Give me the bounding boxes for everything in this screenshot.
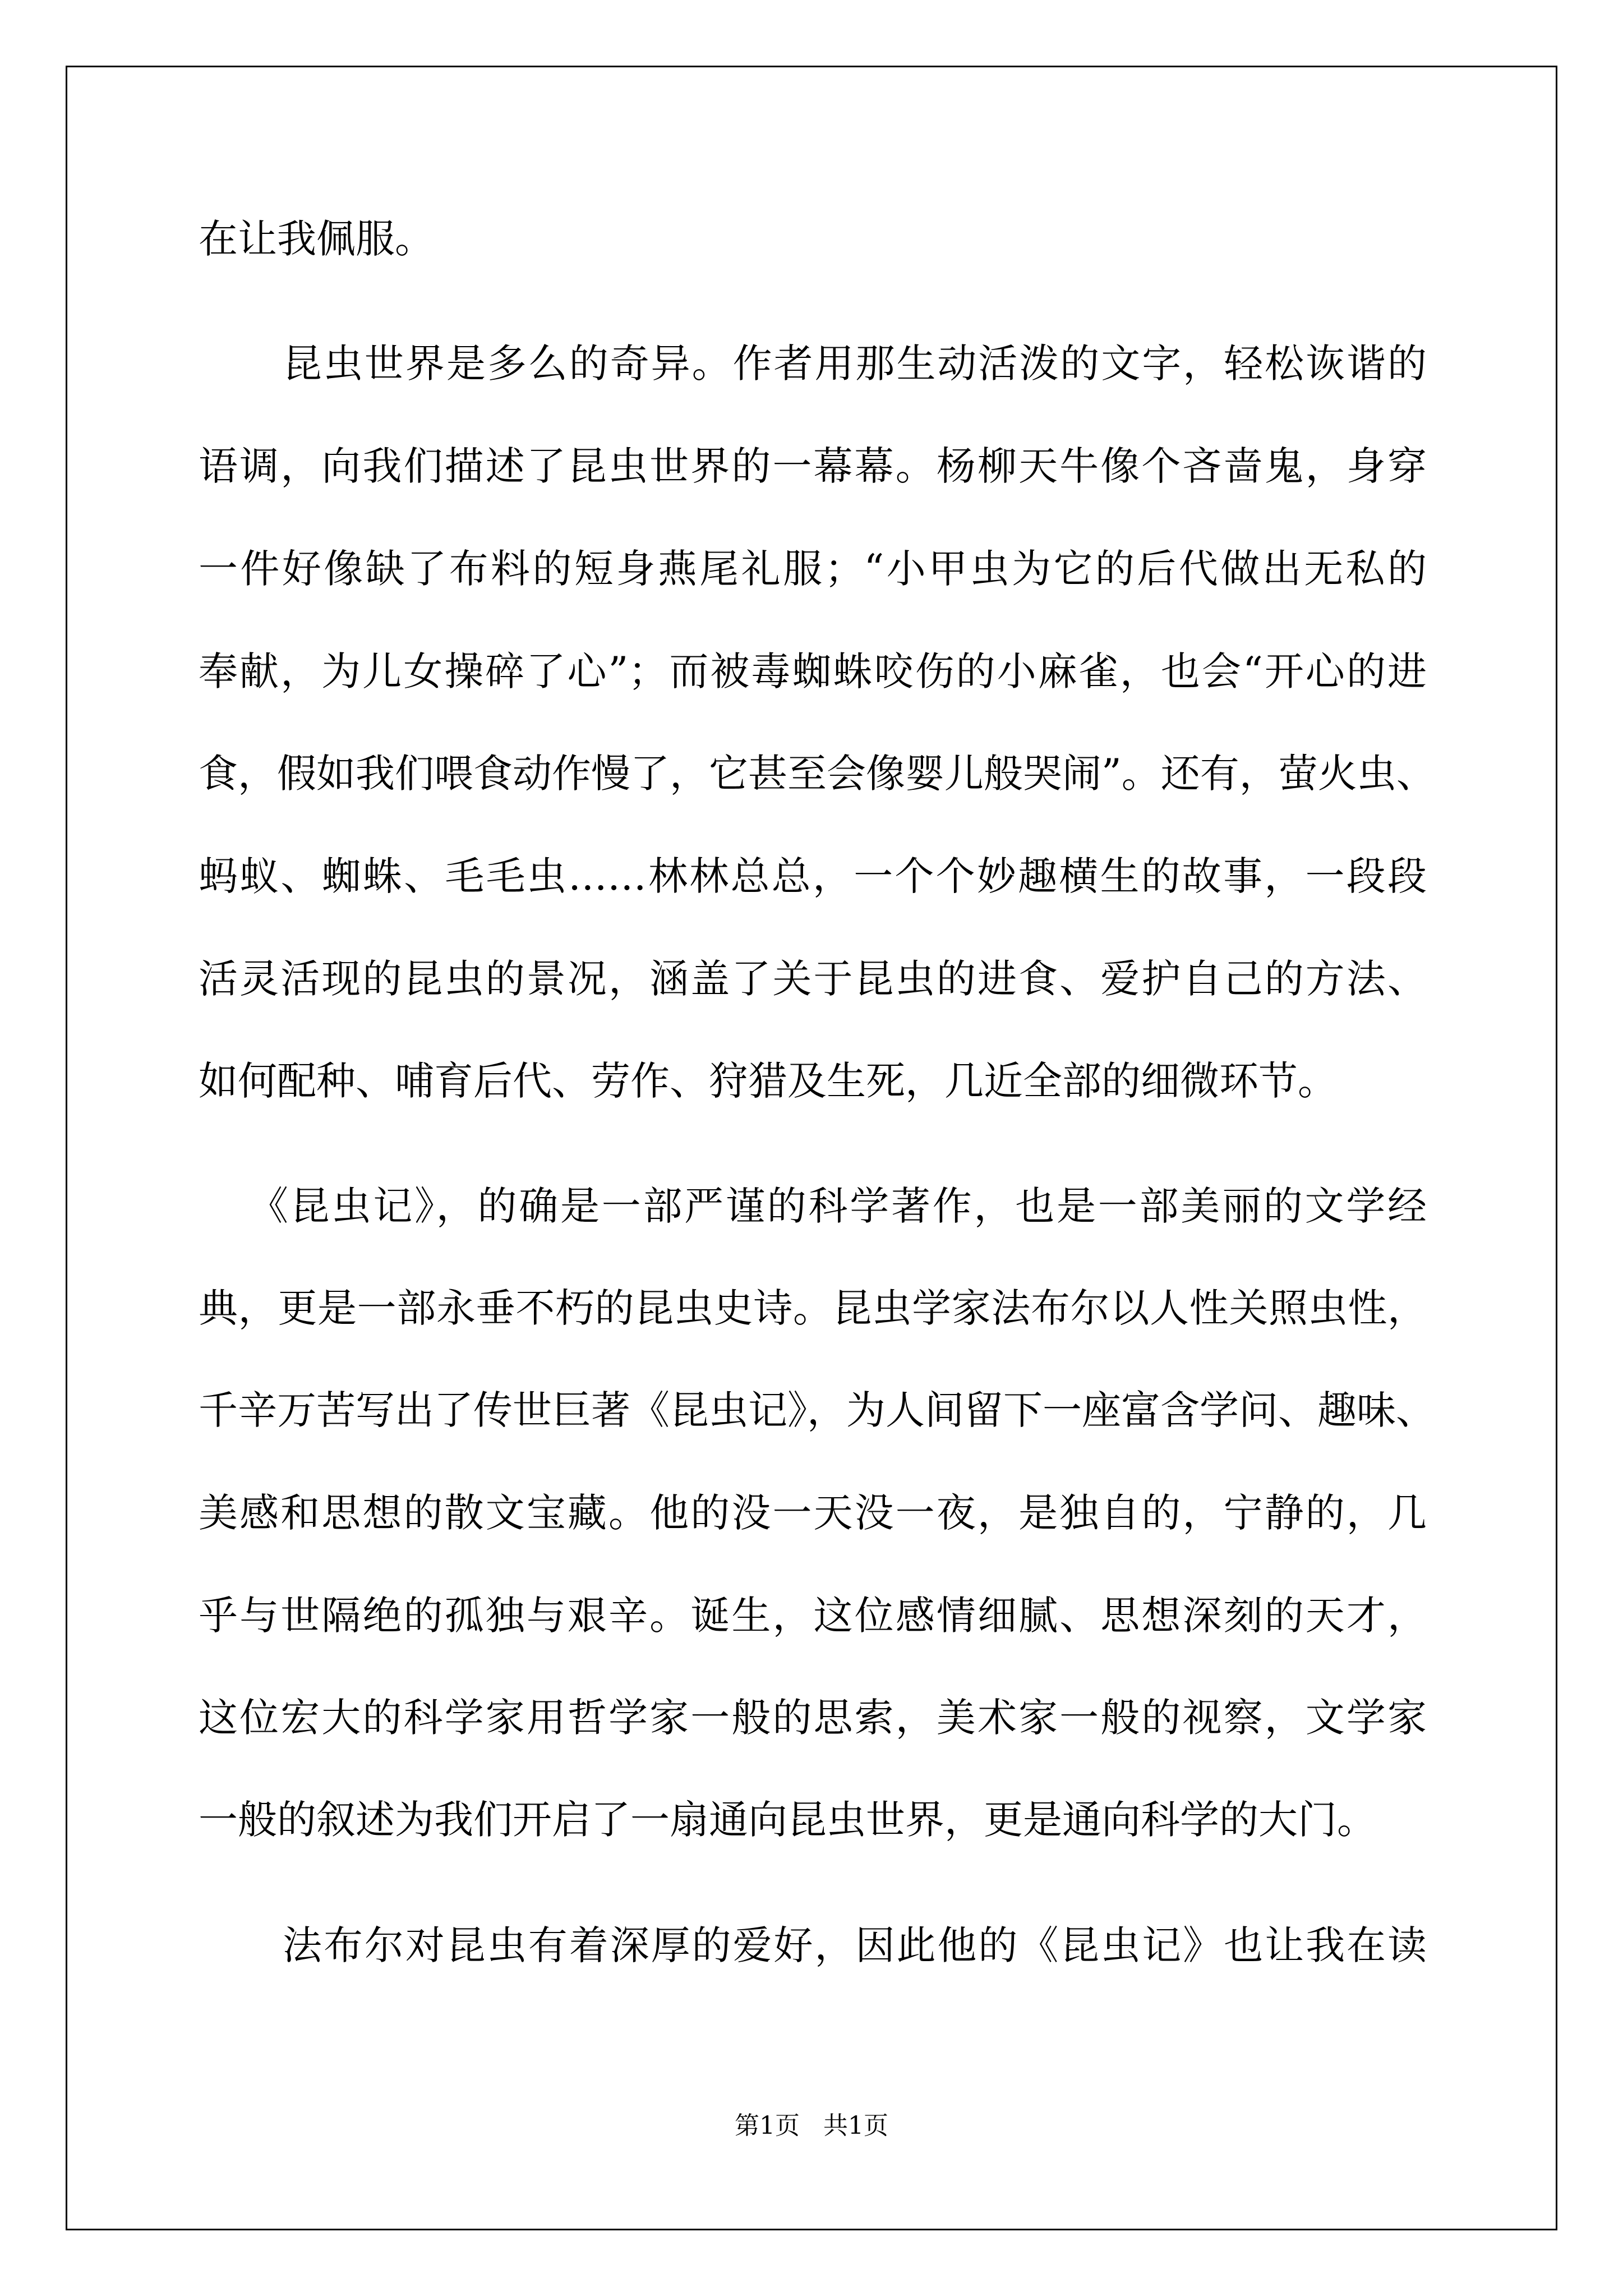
text-line: 法布尔对昆虫有着深厚的爱好，因此他的《昆虫记》也让我在读	[283, 1922, 1427, 1968]
text-line: 一般的叙述为我们开启了一扇通向昆虫世界，更是通向科学的大门。	[199, 1797, 1376, 1843]
text-line: 美感和思想的散文宝藏。他的没一天没一夜，是独自的，宁静的，几	[199, 1490, 1427, 1536]
text-line: 语调，向我们描述了昆虫世界的一幕幕。杨柳天牛像个吝啬鬼，身穿	[199, 443, 1427, 489]
text-line: 典，更是一部永垂不朽的昆虫史诗。昆虫学家法布尔以人性关照虫性，	[199, 1285, 1427, 1331]
text-line: 这位宏大的科学家用哲学家一般的思索，美术家一般的视察，文学家	[199, 1695, 1427, 1741]
text-line: 乎与世隔绝的孤独与艰辛。诞生，这位感情细腻、思想深刻的天才，	[199, 1593, 1427, 1639]
text-line: 活灵活现的昆虫的景况，涵盖了关于昆虫的进食、爱护自己的方法、	[199, 956, 1427, 1002]
text-line: 千辛万苦写出了传世巨著《昆虫记》，为人间留下一座富含学问、趣味、	[199, 1387, 1435, 1433]
page-footer: 第1页 共1页	[735, 2111, 888, 2140]
text-line: 《昆虫记》，的确是一部严谨的科学著作，也是一部美丽的文学经	[249, 1183, 1427, 1229]
text-line: 如何配种、哺育后代、劳作、狩猎及生死，几近全部的细微环节。	[199, 1058, 1337, 1104]
text-line: 蚂蚁、蜘蛛、毛毛虫……林林总总，一个个妙趣横生的故事，一段段	[199, 853, 1427, 899]
text-line: 一件好像缺了布料的短身燕尾礼服；“小甲虫为它的后代做出无私的	[199, 546, 1427, 592]
text-line: 昆虫世界是多么的奇异。作者用那生动活泼的文字，轻松诙谐的	[283, 341, 1427, 386]
text-line: 食，假如我们喂食动作慢了，它甚至会像婴儿般哭闹”。还有，萤火虫、	[199, 751, 1436, 797]
text-line: 在让我佩服。	[199, 216, 434, 262]
page-border	[66, 66, 1557, 2230]
text-line: 奉献，为儿女操碎了心”；而被毒蜘蛛咬伤的小麻雀，也会“开心的进	[199, 648, 1427, 694]
